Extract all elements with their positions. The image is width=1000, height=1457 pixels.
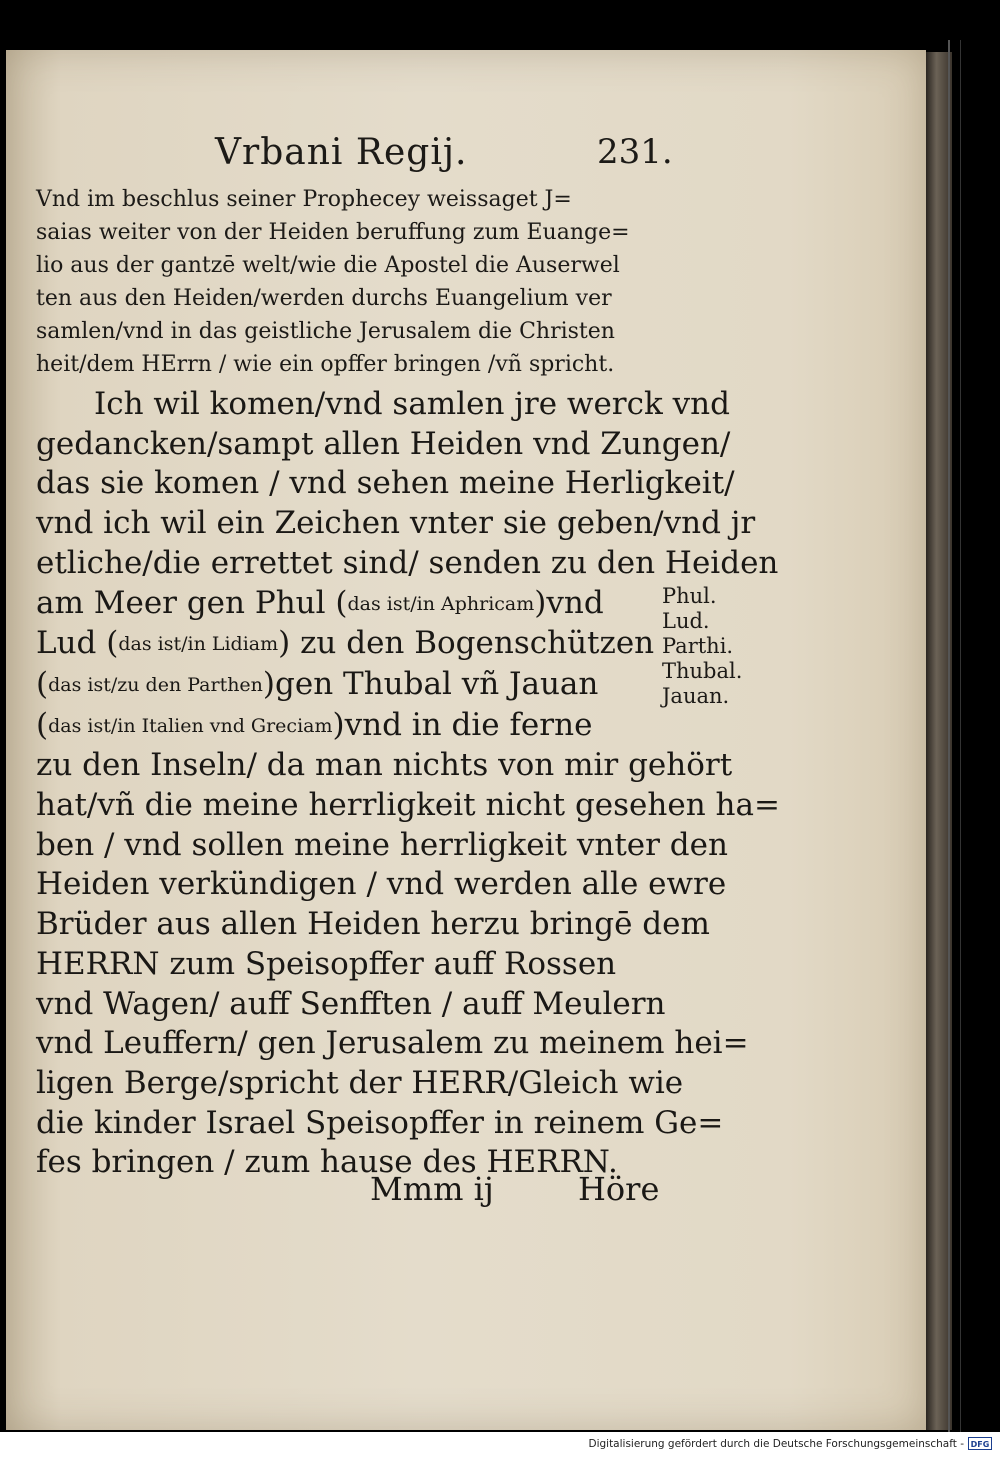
intro-line: Vnd im beschlus seiner Prophecey weissaget J= [36,187,572,212]
quote-text: das sie komen / vnd sehen meine Herligkeit/ [36,465,735,502]
quote-line [36,786,780,826]
gloss-text: das ist/in Lidiam [118,633,279,656]
footer-bar [0,1432,1000,1457]
quote-text: vnd Wagen/ auff Senfften / auff Meulern [36,985,666,1022]
quote-text: ben / vnd sollen meine herrligkeit vnter den [36,826,728,863]
running-header-title: Vrbani Regij. [215,132,468,173]
quote-line [36,624,676,665]
quote-text: ligen Berge/spricht der HERR/Gleich wie [36,1064,684,1101]
catchword: Höre [578,1170,660,1208]
dfg-logo: DFG [968,1437,992,1450]
quote-text: Lud ( [36,625,119,662]
quote-line [36,746,733,786]
intro-line: heit/dem HErrn / wie ein opffer bringen /vñ spricht. [36,352,615,377]
quote-text: Brüder aus allen Heiden herzu bringē dem [36,906,710,943]
marginal-note: Thubal. [662,659,743,683]
quote-text: hat/vñ die meine herrligkeit nicht gesehen ha= [36,787,780,824]
marginal-notes [662,584,762,709]
quote-line [36,425,731,465]
quote-line [36,385,730,425]
marginal-note: Phul. [662,584,717,608]
quote-text: ( [36,665,49,702]
intro-line: ten aus den Heiden/werden durchs Euangelium ver [36,286,612,311]
quote-line [36,1104,724,1144]
quote-line [36,544,779,584]
quote-line [36,865,727,905]
quote-line [36,905,710,945]
intro-line: lio aus der gantzē welt/wie die Apostel die Auserwel [36,253,620,278]
quote-text: Heiden verkündigen / vnd werden alle ewre [36,866,727,903]
quote-text: gedancken/sampt allen Heiden vnd Zungen/ [36,425,731,462]
quote-text: etliche/die errettet sind/ senden zu den Heiden [36,544,779,581]
marginal-note: Jauan. [662,684,730,708]
signature-mark: Mmm ij [370,1170,494,1208]
marginal-note: Lud. [662,609,710,633]
quote-line [36,985,676,1025]
funding-notice: Digitalisierung gefördert durch die Deutsche Forschungsgemeinschaft - [588,1438,964,1450]
quote-line [36,665,676,706]
intro-line: saias weiter von der Heiden beruffung zum Euange= [36,220,630,245]
quote-text: ( [36,706,49,743]
quote-line [36,706,676,747]
scan-border [948,40,961,1440]
quote-text: vnd ich wil ein Zeichen vnter sie geben/vnd jr [36,505,756,542]
quote-text: die kinder Israel Speisopffer in reinem Ge= [36,1104,724,1141]
quote-text: HERRN zum Speisopffer auff Rossen [36,945,617,982]
quote-text: ) zu den Bogenschützen [278,625,655,662]
quote-text: )vnd in die ferne [332,706,593,743]
intro-paragraph [36,183,668,381]
quote-text: vnd Leuffern/ gen Jerusalem zu meinem hei= [36,1025,749,1062]
page-number: 231. [597,132,673,172]
gloss-text: das ist/in Aphricam [347,592,535,615]
quote-text: am Meer gen Phul ( [36,584,348,621]
intro-line: samlen/vnd in das geistliche Jerusalem die Christen [36,319,615,344]
quote-text: )vnd [534,584,604,621]
quote-line [36,1024,749,1064]
quote-line [36,945,676,985]
quote-text: zu den Inseln/ da man nichts von mir gehört [36,747,733,784]
quote-line [36,504,756,544]
gloss-text: das ist/in Italien vnd Greciam [48,714,333,737]
quote-line [36,1064,684,1104]
quote-line [36,584,676,625]
gloss-text: das ist/zu den Parthen [48,673,263,696]
quote-text: Ich wil komen/vnd samlen jre werck vnd [94,386,730,422]
quote-line [36,464,735,504]
quote-text: fes bringen / zum hause des HERRN. [36,1144,618,1181]
marginal-note: Parthi. [662,634,734,658]
quote-line [36,826,728,866]
quote-text: )gen Thubal vñ Jauan [262,665,599,702]
